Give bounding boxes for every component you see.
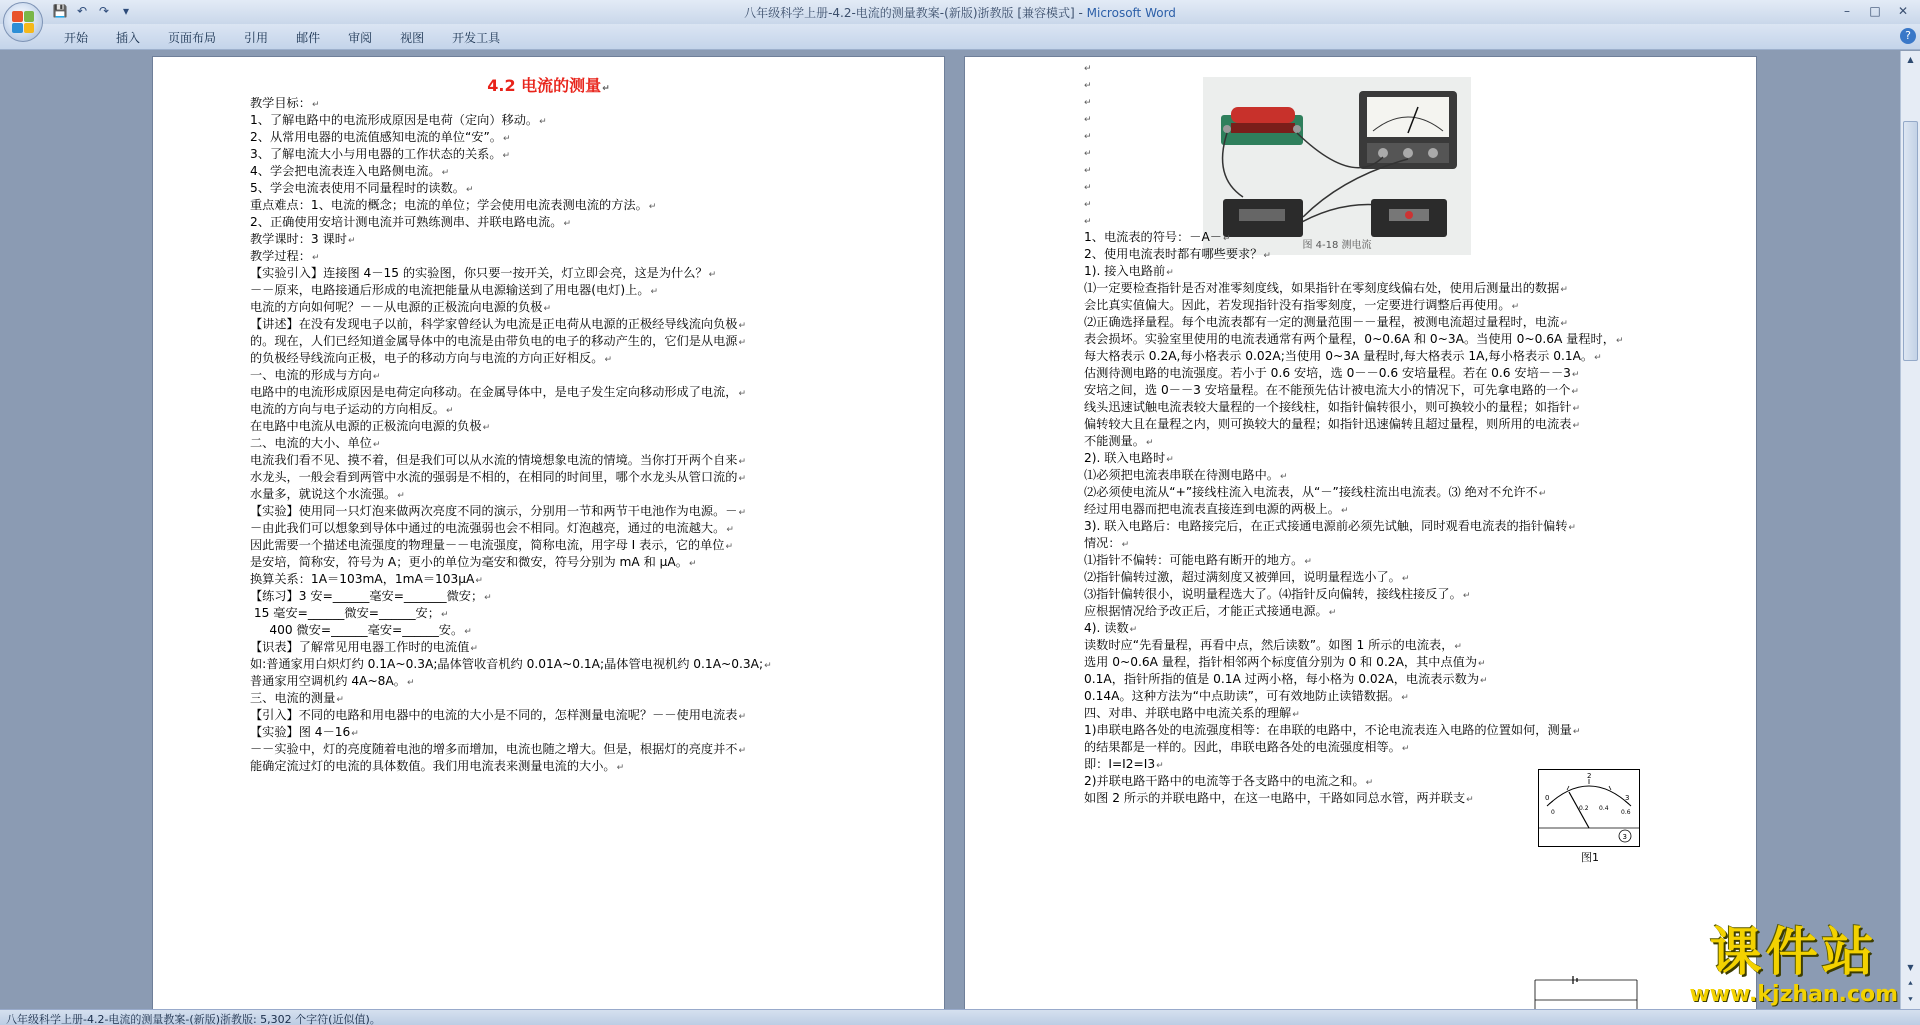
- body-paragraph-text: 【练习】3 安=______毫安=_______微安；: [250, 589, 484, 603]
- document-heading: [153, 73, 944, 96]
- body-paragraph-text: 四、对串、并联电路中电流关系的理解: [1084, 706, 1292, 720]
- paragraph-mark-icon: ↵: [1280, 472, 1288, 482]
- body-paragraph-text: 即：I=I2=I3: [1084, 757, 1156, 771]
- body-paragraph-text: 【实验】图 4－16: [250, 725, 351, 739]
- body-paragraph: [1084, 416, 1580, 435]
- paragraph-mark-icon: ↵: [602, 84, 610, 94]
- paragraph-mark-icon: ↵: [738, 321, 747, 331]
- paragraph-mark-icon: ↵: [446, 406, 454, 416]
- paragraph-mark-icon: ↵: [738, 712, 747, 722]
- ribbon-tab[interactable]: 视图: [400, 31, 425, 45]
- paragraph-mark-icon: ↵: [1084, 183, 1092, 193]
- body-paragraph-text: 1)串联电路各处的电流强度相等：在串联的电路中，不论电流表连入电路的位置如何，测量: [1084, 723, 1572, 737]
- document-area: [0, 51, 1900, 1009]
- redo-icon[interactable]: ↷: [98, 4, 110, 18]
- paragraph-mark-icon: ↵: [1511, 302, 1520, 312]
- body-paragraph-text: 教学目标：: [250, 96, 311, 110]
- body-paragraph-text: 一、电流的形成与方向: [250, 368, 372, 382]
- body-paragraph-text: 安培之间，选 0－－3 安培量程。在不能预先估计被电流大小的情况下，可先拿电路的一个: [1084, 383, 1571, 397]
- ribbon-tab[interactable]: 引用: [244, 31, 269, 45]
- paragraph-mark-icon: ↵: [1480, 676, 1488, 686]
- office-button[interactable]: [3, 2, 43, 42]
- body-paragraph-text: 2、正确使用安培计测电流并可熟练测串、并联电路电流。: [250, 215, 563, 229]
- paragraph-mark-icon: ↵: [502, 151, 511, 161]
- svg-text:0.4: 0.4: [1599, 805, 1609, 812]
- paragraph-mark-icon: ↵: [738, 746, 747, 756]
- body-paragraph-text: 2)并联电路干路中的电流等于各支路中的电流之和。: [1084, 774, 1365, 788]
- paragraph-mark-icon: ↵: [1572, 404, 1581, 414]
- paragraph-mark-icon: ↵: [1538, 489, 1547, 499]
- body-paragraph-text: ⑵正确选择量程。每个电流表都有一定的测量范围－－量程，被测电流超过量程时，电流: [1084, 315, 1560, 329]
- body-paragraph-text: 400 微安=______毫安=______安。: [250, 623, 464, 637]
- paragraph-mark-icon: ↵: [1454, 642, 1462, 652]
- body-paragraph-text: 2、使用电流表时都有哪些要求？: [1084, 247, 1263, 261]
- body-paragraph-text: 0.14A。这种方法为“中点助读”，可有效地防止读错数据。: [1084, 689, 1401, 703]
- previous-page-icon[interactable]: ⯅: [1907, 979, 1914, 988]
- paragraph-mark-icon: ↵: [1084, 64, 1092, 74]
- body-paragraph-text: 【实验】使用同一只灯泡来做两次亮度不同的演示，分别用一节和两节干电池作为电源。－: [250, 504, 738, 518]
- paragraph-mark-icon: ↵: [1292, 710, 1300, 720]
- body-paragraph-text: 电流的方向与电子运动的方向相反。: [250, 402, 445, 416]
- body-paragraph-text: ⑶指针偏转很小，说明量程选大了。⑷指针反向偏转，接线柱接反了。: [1084, 587, 1462, 601]
- body-paragraph-text: 情况：: [1084, 536, 1121, 550]
- body-paragraph-text: 不能测量。: [1084, 434, 1145, 448]
- paragraph-mark-icon: ↵: [725, 542, 734, 552]
- minimize-icon[interactable]: –: [1844, 4, 1850, 18]
- body-paragraph-text: ⑴必须把电流表串联在待测电路中。: [1084, 468, 1279, 482]
- body-paragraph-text: 【识表】了解常见用电器工作时的电流值: [250, 640, 470, 654]
- body-paragraph-text: 教学课时：3 课时: [250, 232, 347, 246]
- scroll-down-icon[interactable]: ▼: [1907, 963, 1914, 972]
- paragraph-mark-icon: ↵: [1084, 166, 1092, 176]
- paragraph-mark-icon: ↵: [1121, 540, 1130, 550]
- vertical-scrollbar[interactable]: [1900, 51, 1920, 1009]
- paragraph-mark-icon: ↵: [1156, 761, 1164, 771]
- save-icon[interactable]: 💾: [52, 4, 68, 18]
- body-paragraph-text: 1、电流表的符号：－A－: [1084, 230, 1222, 244]
- body-paragraph-text: ⑴一定要检查指针是否对准零刻度线，如果指针在零刻度线偏右处，使用后测量出的数据: [1084, 281, 1560, 295]
- paragraph-mark-icon: ↵: [1129, 625, 1138, 635]
- help-icon[interactable]: ?: [1900, 28, 1916, 44]
- body-paragraph-text: 普通家用空调机约 4A~8A。: [250, 674, 406, 688]
- body-paragraph-text: ⑵必须使电流从“+”接线柱流入电流表，从“－”接线柱流出电流表。⑶ 绝对不允许不: [1084, 485, 1538, 499]
- window-title: [0, 4, 1920, 21]
- paragraph-mark-icon: ↵: [688, 559, 697, 569]
- ribbon-tab[interactable]: 插入: [116, 31, 141, 45]
- body-paragraph-text: 在电路中电流从电源的正极流向电源的负极: [250, 419, 482, 433]
- body-paragraph: [1084, 790, 1474, 809]
- title-bar: [0, 0, 1920, 24]
- paragraph-mark-icon: ↵: [1145, 438, 1154, 448]
- page-2: [964, 56, 1757, 1009]
- body-paragraph-text: 电流我们看不见、摸不着，但是我们可以从水流的情境想象电流的情境。当你打开两个自来: [250, 453, 738, 467]
- paragraph-mark-icon: ↵: [502, 134, 511, 144]
- paragraph-mark-icon: ↵: [470, 644, 478, 654]
- status-bar: [0, 1009, 1920, 1025]
- paragraph-mark-icon: ↵: [648, 202, 657, 212]
- body-paragraph-text: 1). 接入电路前: [1084, 264, 1166, 278]
- body-paragraph-text: 水量多，就说这个水流强。: [250, 487, 397, 501]
- ribbon-tab[interactable]: 开始: [64, 31, 89, 45]
- paragraph-mark-icon: ↵: [464, 627, 472, 637]
- paragraph-mark-icon: ↵: [1401, 574, 1410, 584]
- paragraph-mark-icon: ↵: [1084, 200, 1092, 210]
- paragraph-mark-icon: ↵: [1222, 234, 1231, 244]
- paragraph-mark-icon: ↵: [475, 576, 483, 586]
- body-paragraph-text: －－原来，电路接通后形成的电流把能量从电源输送到了用电器(电灯)上。: [250, 283, 650, 297]
- paragraph-mark-icon: ↵: [482, 423, 491, 433]
- paragraph-mark-icon: ↵: [1571, 370, 1580, 380]
- body-paragraph-text: 偏转较大且在量程之内，则可换较大的量程；如指针迅速偏转且超过量程，则所用的电流表: [1084, 417, 1572, 431]
- paragraph-mark-icon: ↵: [372, 440, 381, 450]
- paragraph-mark-icon: ↵: [738, 338, 747, 348]
- paragraph-mark-icon: ↵: [1572, 727, 1581, 737]
- ribbon-tab[interactable]: 页面布局: [168, 31, 217, 45]
- body-paragraph: [250, 758, 624, 777]
- paragraph-mark-icon: ↵: [726, 525, 734, 535]
- svg-text:0.6: 0.6: [1621, 809, 1631, 816]
- body-paragraph: [1084, 518, 1576, 537]
- paragraph-mark-icon: ↵: [1340, 506, 1349, 516]
- paragraph-mark-icon: ↵: [441, 168, 450, 178]
- undo-icon[interactable]: ↶: [76, 4, 88, 18]
- body-paragraph-text: 电流的方向如何呢？－－从电源的正极流向电源的负极: [250, 300, 543, 314]
- watermark-url: www.kjzhan.com: [1689, 982, 1898, 1007]
- paragraph-mark-icon: ↵: [738, 508, 747, 518]
- paragraph-mark-icon: ↵: [1166, 455, 1174, 465]
- body-paragraph-text: －－实验中，灯的亮度随着电池的增多而增加，电流也随之增大。但是，根据灯的亮度并不: [250, 742, 738, 756]
- svg-text:3: 3: [1625, 794, 1630, 802]
- body-paragraph-text: 2、从常用电器的电流值感知电流的单位“安”。: [250, 130, 502, 144]
- body-paragraph-text: 读数时应“先看量程，再看中点，然后读数”。如图 1 所示的电流表，: [1084, 638, 1454, 652]
- ammeter-experiment-photo: [1203, 77, 1471, 255]
- body-paragraph-text: 的结果都是一样的。因此，串联电路各处的电流强度相等。: [1084, 740, 1401, 754]
- watermark-logo: [1689, 924, 1898, 1007]
- close-icon[interactable]: ✕: [1897, 4, 1909, 18]
- paragraph-mark-icon: ↵: [1462, 591, 1471, 601]
- body-paragraph-text: 表会损坏。实验室里使用的电流表通常有两个量程，0~0.6A 和 0~3A。当使用 0~0.6A 量程时，: [1084, 332, 1615, 346]
- paragraph-mark-icon: ↵: [1365, 778, 1374, 788]
- paragraph-mark-icon: ↵: [738, 457, 747, 467]
- body-paragraph-text: 三、电流的测量: [250, 691, 336, 705]
- body-paragraph-text: 会比真实值偏大。因此，若发现指针没有指零刻度，一定要进行调整后再使用。: [1084, 298, 1511, 312]
- parallel-circuit-diagram: [1533, 976, 1639, 1009]
- paragraph-mark-icon: ↵: [1084, 115, 1092, 125]
- circuit-illustration: [1533, 976, 1639, 1009]
- next-page-icon[interactable]: ⯆: [1907, 995, 1914, 1004]
- document-title: 八年级科学上册-4.2-电流的测量教案-(新版)浙教版 [兼容模式] -: [744, 6, 1087, 20]
- body-paragraph-text: 2). 联入电路时: [1084, 451, 1166, 465]
- paragraph-mark-icon: ↵: [1263, 251, 1271, 261]
- body-paragraph-text: 的负极经导线流向正极，电子的移动方向与电流的方向正好相反。: [250, 351, 604, 365]
- paragraph-mark-icon: ↵: [708, 270, 717, 280]
- paragraph-mark-icon: ↵: [440, 610, 449, 620]
- body-paragraph-text: 3). 联入电路后：电路接完后，在正式接通电源前必须先试触，同时观看电流表的指针偏转: [1084, 519, 1568, 533]
- paragraph-mark-icon: ↵: [465, 185, 474, 195]
- paragraph-mark-icon: ↵: [1401, 693, 1409, 703]
- watermark-title: 课件站: [1709, 923, 1878, 983]
- paragraph-mark-icon: ↵: [1571, 387, 1579, 397]
- paragraph-mark-icon: ↵: [1478, 659, 1486, 669]
- body-paragraph-text: 重点难点：1、电流的概念；电流的单位；学会使用电流表测电流的方法。: [250, 198, 648, 212]
- body-paragraph-text: 每大格表示 0.2A,每小格表示 0.02A;当使用 0~3A 量程时,每大格表示 1A,每小格表示 0.1A。: [1084, 349, 1594, 363]
- ammeter-diagram: [1538, 769, 1640, 847]
- paragraph-mark-icon: ↵: [372, 372, 381, 382]
- paragraph-mark-icon: ↵: [1466, 795, 1474, 805]
- scroll-up-icon[interactable]: ▲: [1907, 55, 1914, 64]
- ribbon-tab[interactable]: 开发工具: [452, 31, 501, 45]
- body-paragraph-text: 选用 0~0.6A 量程，指针相邻两个标度值分别为 0 和 0.2A，其中点值为: [1084, 655, 1478, 669]
- paragraph-mark-icon: ↵: [1560, 285, 1568, 295]
- paragraph-mark-icon: ↵: [1084, 217, 1092, 227]
- paragraph-mark-icon: ↵: [1084, 98, 1092, 108]
- paragraph-mark-icon: ↵: [1401, 744, 1410, 754]
- paragraph-mark-icon: ↵: [539, 117, 547, 127]
- body-paragraph-text: ⑴指针不偏转：可能电路有断开的地方。: [1084, 553, 1304, 567]
- office-logo-icon: [12, 11, 34, 33]
- body-paragraph-text: 估测待测电路的电流强度。若小于 0.6 安培，选 0－－0.6 安培量程。若在 0.6 安培－－3: [1084, 366, 1571, 380]
- paragraph-mark-icon: ↵: [351, 729, 359, 739]
- paragraph-mark-icon: ↵: [1166, 268, 1174, 278]
- customize-dropdown-icon[interactable]: ▾: [122, 4, 130, 18]
- body-paragraph-text: 换算关系：1A＝103mA，1mA＝103μA: [250, 572, 475, 586]
- body-paragraph-text: 【实验引入】连接图 4－15 的实验图，你只要一按开关，灯立即会亮，这是为什么？: [250, 266, 708, 280]
- paragraph-mark-icon: ↵: [1560, 319, 1568, 329]
- paragraph-mark-icon: ↵: [1084, 132, 1092, 142]
- maximize-icon[interactable]: □: [1869, 4, 1881, 18]
- body-paragraph-text: 4、学会把电流表连入电路侧电流。: [250, 164, 441, 178]
- body-paragraph-text: 【讲述】在没有发现电子以前，科学家曾经认为电流是正电荷从电源的正极经导线流向负极: [250, 317, 738, 331]
- paragraph-mark-icon: ↵: [1084, 149, 1092, 159]
- ammeter-dial-illustration: [1539, 770, 1639, 846]
- figure-caption: 图 4-18 测电流: [1302, 240, 1372, 251]
- paragraph-mark-icon: ↵: [604, 355, 612, 365]
- body-paragraph-text: 应根据情况给予改正后，才能正式接通电源。: [1084, 604, 1328, 618]
- document-heading-text: 4.2 电流的测量: [487, 76, 602, 95]
- svg-text:0: 0: [1551, 809, 1555, 816]
- paragraph-mark-icon: ↵: [397, 491, 405, 501]
- body-paragraph-text: 因此需要一个描述电流强度的物理量－－电流强度，简称电流，用字母 I 表示，它的单位: [250, 538, 725, 552]
- body-paragraph-text: 4). 读数: [1084, 621, 1129, 635]
- ribbon-tab-bar: [0, 24, 1920, 50]
- body-paragraph-text: －由此我们可以想象到导体中通过的电流强弱也会不相同。灯泡越亮，通过的电流越大。: [250, 521, 726, 535]
- status-text: 八年级科学上册-4.2-电流的测量教案-(新版)浙教版: 5,302 个字符(近似值)。: [6, 1013, 381, 1025]
- paragraph-mark-icon: ↵: [738, 389, 747, 399]
- ribbon-tab[interactable]: 邮件: [296, 31, 321, 45]
- paragraph-mark-icon: ↵: [616, 763, 625, 773]
- body-paragraph-text: 二、电流的大小、单位: [250, 436, 372, 450]
- body-paragraph-text: 【引入】不同的电路和用电器中的电流的大小是不同的，怎样测量电流呢？－－使用电流表: [250, 708, 738, 722]
- body-paragraph-text: 如图 2 所示的并联电路中，在这一电路中，干路如同总水管，两并联支: [1084, 791, 1466, 805]
- paragraph-mark-icon: ↵: [1084, 81, 1092, 91]
- ribbon-tab[interactable]: 审阅: [348, 31, 373, 45]
- paragraph-mark-icon: ↵: [1328, 608, 1337, 618]
- body-paragraph-text: 1、了解电路中的电流形成原因是电荷（定向）移动。: [250, 113, 539, 127]
- body-paragraph-text: ⑵指针偏转过激，超过满刻度又被弹回，说明量程选小了。: [1084, 570, 1401, 584]
- app-name: Microsoft Word: [1086, 6, 1176, 20]
- body-paragraph-text: 如:普通家用白炽灯约 0.1A~0.3A;晶体管收音机约 0.01A~0.1A;晶体管电视机约 0.1A~0.3A;: [250, 657, 764, 671]
- body-paragraph-text: 能确定流过灯的电流的具体数值。我们用电流表来测量电流的大小。: [250, 759, 616, 773]
- paragraph-mark-icon: ↵: [738, 474, 747, 484]
- paragraph-mark-icon: ↵: [1615, 336, 1624, 346]
- svg-text:0: 0: [1545, 794, 1550, 802]
- paragraph-mark-icon: ↵: [311, 100, 320, 110]
- body-paragraph-text: 3、了解电流大小与用电器的工作状态的关系。: [250, 147, 502, 161]
- paragraph-mark-icon: ↵: [406, 678, 415, 688]
- paragraph-mark-icon: ↵: [347, 236, 356, 246]
- body-paragraph-text: 5、学会电流表使用不同量程时的读数。: [250, 181, 465, 195]
- body-paragraph-text: 的。现在，人们已经知道金属导体中的电流是由带负电的电子的移动产生的，它们是从电源: [250, 334, 738, 348]
- body-paragraph-text: 经过用电器而把电流表直接连到电源的两极上。: [1084, 502, 1340, 516]
- body-paragraph-text: 水龙头，一般会看到两管中水流的强弱是不相的，在相同的时间里，哪个水龙头从管口流的: [250, 470, 738, 484]
- body-paragraph-text: 电路中的电流形成原因是电荷定向移动。在金属导体中，是电子发生定向移动形成了电流，: [250, 385, 738, 399]
- paragraph-mark-icon: ↵: [1594, 353, 1602, 363]
- paragraph-mark-icon: ↵: [484, 593, 492, 603]
- paragraph-mark-icon: ↵: [650, 287, 659, 297]
- paragraph-mark-icon: ↵: [1304, 557, 1312, 567]
- body-paragraph-text: 是安培，简称安，符号为 A；更小的单位为毫安和微安，符号分别为 mA 和 μA。: [250, 555, 688, 569]
- body-paragraph-text: 15 毫安=______微安=______安；: [250, 606, 440, 620]
- experiment-photo-illustration: [1203, 77, 1471, 255]
- paragraph-mark-icon: ↵: [764, 661, 772, 671]
- page-1: [152, 56, 945, 1009]
- paragraph-mark-icon: ↵: [311, 253, 320, 263]
- window-controls: [1834, 2, 1916, 20]
- svg-text:2: 2: [1587, 772, 1592, 780]
- svg-text:3: 3: [1622, 833, 1627, 841]
- scrollbar-thumb[interactable]: [1903, 121, 1918, 361]
- paragraph-mark-icon: ↵: [543, 304, 552, 314]
- paragraph-mark-icon: ↵: [1572, 421, 1581, 431]
- paragraph-mark-icon: ↵: [336, 695, 344, 705]
- svg-text:0.2: 0.2: [1579, 805, 1589, 812]
- ribbon-tabs: [50, 29, 514, 47]
- ammeter-figure-label: 图1: [1581, 851, 1599, 864]
- paragraph-mark-icon: ↵: [563, 219, 571, 229]
- body-paragraph-text: 教学过程：: [250, 249, 311, 263]
- paragraph-mark-icon: ↵: [1568, 523, 1576, 533]
- body-paragraph-text: 0.1A，指针所指的值是 0.1A 过两小格，每小格为 0.02A，电流表示数为: [1084, 672, 1480, 686]
- body-paragraph-text: 线头迅速试触电流表较大量程的一个接线柱，如指针偏转很小，则可换较小的量程；如指针: [1084, 400, 1572, 414]
